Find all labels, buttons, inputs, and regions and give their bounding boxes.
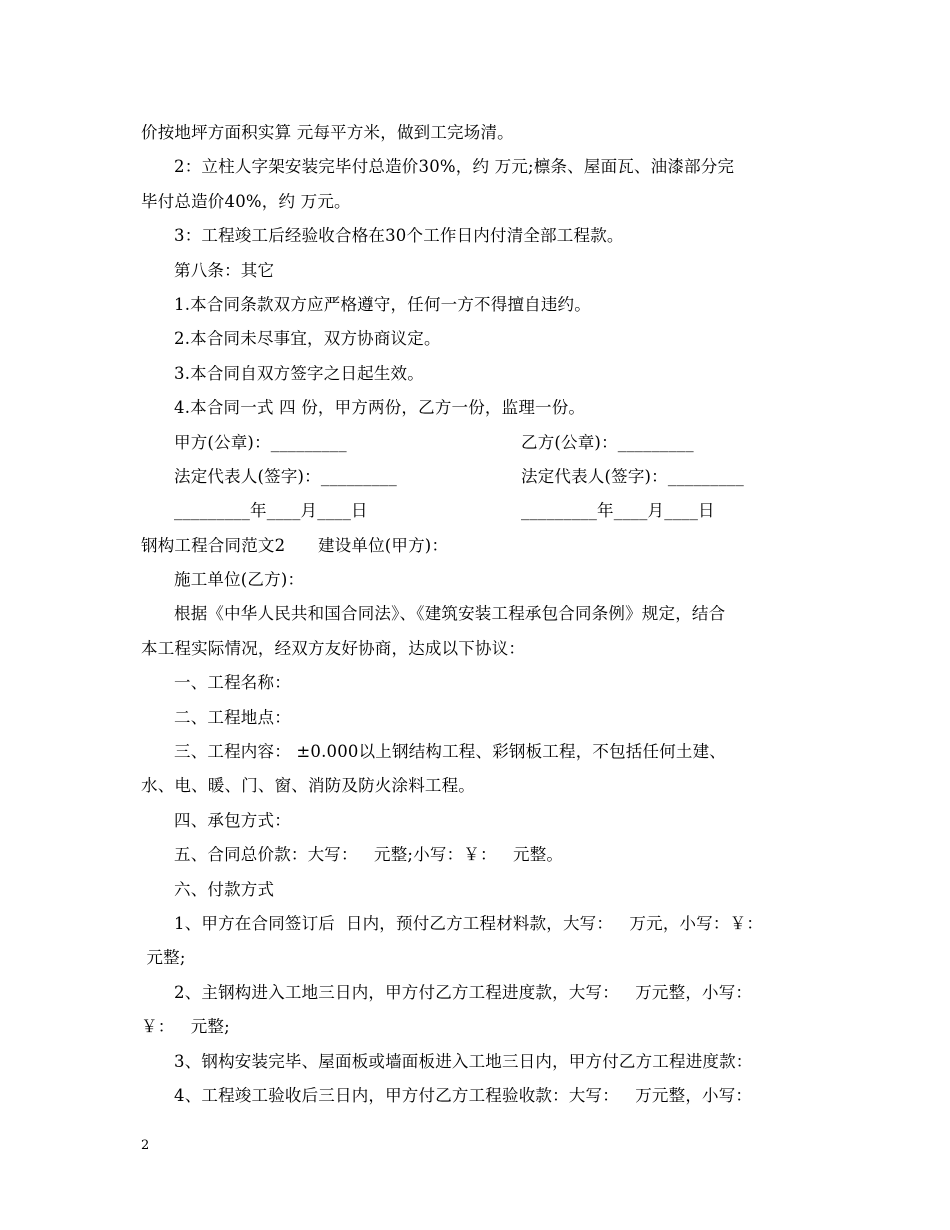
text-line: 4、工程竣工验收后三日内，甲方付乙方工程验收款：大写： 万元整，小写： <box>174 1085 753 1105</box>
text-line: ￥： 元整; <box>141 1017 230 1037</box>
text-line: 2、主钢构进入工地三日内，甲方付乙方工程进度款，大写： 万元整，小写： <box>174 982 753 1002</box>
text-line: 1.本合同条款双方应严格遵守，任何一方不得擅自违约。 <box>174 294 591 314</box>
text-line: 2：立柱人字架安装完毕付总造价30%，约 万元;檩条、屋面瓦、油漆部分完 <box>174 157 735 177</box>
text-line: 毕付总造价40%，约 万元。 <box>141 191 351 211</box>
text-line: 3.本合同自双方签字之日起生效。 <box>174 363 424 383</box>
text-line: 二、工程地点： <box>174 707 291 727</box>
text-line: 4.本合同一式 四 份，甲方两份，乙方一份，监理一份。 <box>174 398 586 418</box>
text-line: 2.本合同未尽事宜，双方协商议定。 <box>174 329 441 349</box>
party-b-representative: 法定代表人(签字)：_________ <box>521 466 744 486</box>
text-line: 根据《中华人民共和国合同法》、《建筑安装工程承包合同条例》规定，结合 <box>174 604 726 624</box>
text-line: 四、承包方式： <box>174 810 291 830</box>
page-number: 2 <box>141 1138 150 1153</box>
text-line: 施工单位(乙方)： <box>174 570 305 590</box>
signature-row-representative <box>141 460 813 494</box>
signature-row-date <box>141 494 813 528</box>
party-a-seal: 甲方(公章)：_________ <box>174 432 347 452</box>
party-a-date: _________年____月____日 <box>174 501 368 521</box>
text-line: 1、甲方在合同签订后 日内，预付乙方工程材料款，大写： 万元，小写：￥： <box>174 913 764 933</box>
section-heading: 第八条：其它 <box>174 260 275 280</box>
party-b-seal: 乙方(公章)：_________ <box>521 432 694 452</box>
document-body <box>141 116 813 1113</box>
text-line: 五、合同总价款：大写： 元整;小写：￥： 元整。 <box>174 845 564 865</box>
text-line: 3、钢构安装完毕、屋面板或墙面板进入工地三日内，甲方付乙方工程进度款： <box>174 1051 753 1071</box>
party-a-representative: 法定代表人(签字)：_________ <box>174 466 397 486</box>
text-line: 六、付款方式 <box>174 879 275 899</box>
text-line: 一、工程名称： <box>174 673 291 693</box>
text-line: 3：工程竣工后经验收合格在30个工作日内付清全部工程款。 <box>174 226 624 246</box>
text-line: 三、工程内容： ±0.000以上钢结构工程、彩钢板工程，不包括任何土建、 <box>174 742 727 762</box>
text-line: 价按地坪方面积实算 元每平方米，做到工完场清。 <box>141 123 514 142</box>
text-line: 元整; <box>141 948 186 968</box>
signature-row-seal <box>141 426 813 460</box>
party-b-date: _________年____月____日 <box>521 501 715 521</box>
text-line: 水、电、暖、门、窗、消防及防火涂料工程。 <box>141 776 475 796</box>
contract-title: 钢构工程合同范文2 建设单位(甲方)： <box>141 535 449 555</box>
text-line: 本工程实际情况，经双方友好协商，达成以下协议： <box>141 638 526 658</box>
